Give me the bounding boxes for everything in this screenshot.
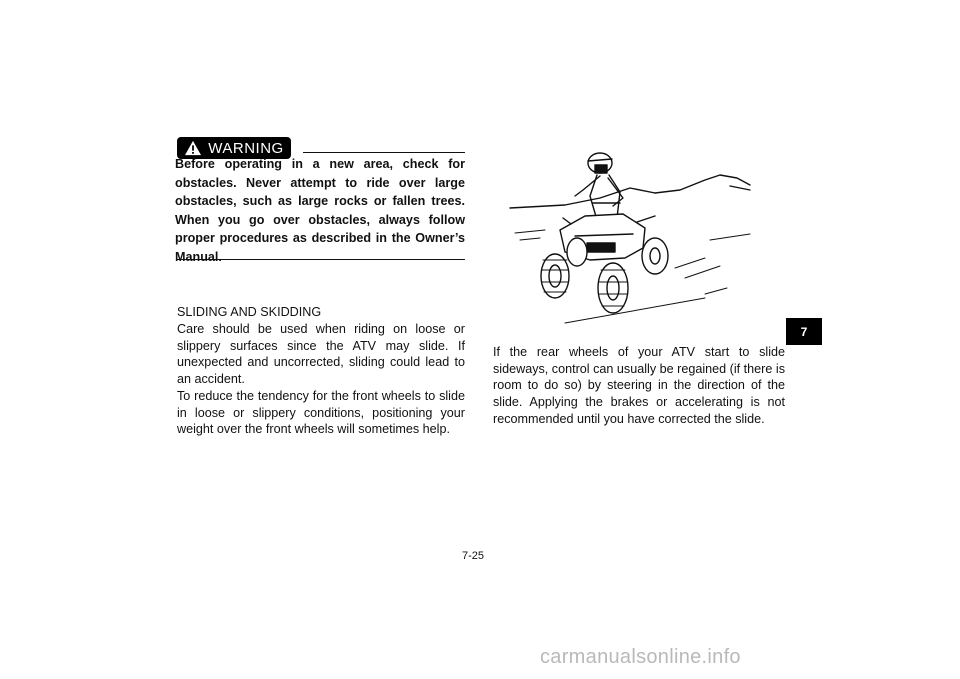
- warning-label: WARNING: [208, 139, 284, 157]
- left-column-text: [177, 321, 465, 438]
- atv-rider-illustration: [505, 148, 755, 330]
- right-column-text: If the rear wheels of your ATV start to slide sideways, control can usually be regained (if there is room to do so) by steering in the direction of the slide. Applying the brakes or accelerating is not recommended until you have corrected the slide.: [493, 345, 785, 426]
- watermark-text: carmanualsonline.info: [540, 646, 741, 668]
- chapter-tab: 7: [786, 318, 822, 345]
- paragraph-front-wheels: To reduce the tendency for the front wheels to slide in loose or slippery conditions, positioning your weight over the front wheels will sometimes help.: [177, 388, 465, 437]
- warning-top-rule: [303, 152, 465, 153]
- warning-triangle-icon: [184, 140, 202, 156]
- page-number: 7-25: [462, 550, 485, 562]
- warning-text: Before operating in a new area, check for obstacles. Never attempt to ride over large obstacles, such as large rocks or fallen trees. When you go over obstacles, always follow proper procedures as described in the Owner’s Manual.: [175, 157, 465, 264]
- warning-bottom-rule: [177, 259, 465, 260]
- section-heading: SLIDING AND SKIDDING: [177, 305, 322, 319]
- paragraph-sliding: Care should be used when riding on loose or slippery surfaces since the ATV may slide. If unexpected and uncorrected, sliding could lead to an accident.: [177, 322, 465, 387]
